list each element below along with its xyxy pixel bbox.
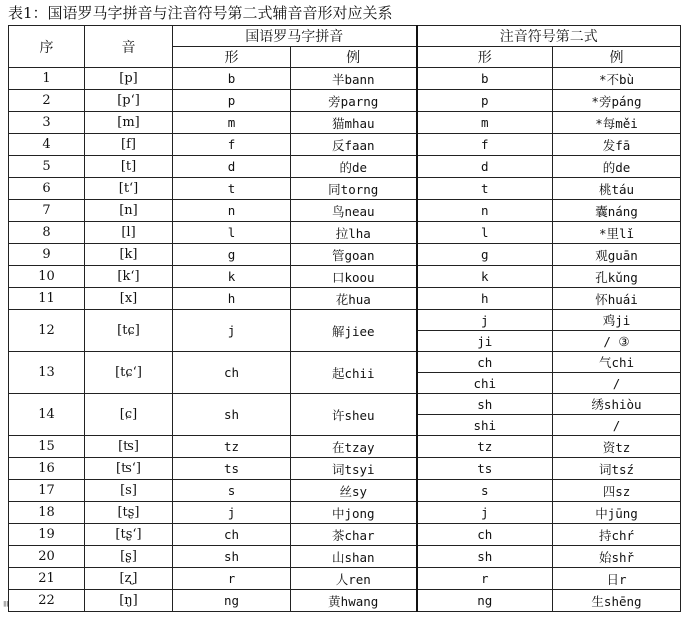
header-gr-example: 例 (291, 47, 417, 68)
ipa-sound: [f] (85, 134, 173, 156)
mps2-example: *里lǐ (553, 222, 681, 244)
row-number: 21 (9, 568, 85, 590)
gr-example: 半bann (291, 68, 417, 90)
gr-form: d (173, 156, 291, 178)
mps2-example: / (553, 373, 681, 394)
mps2-form: ng (417, 590, 553, 612)
gr-example: 拉lha (291, 222, 417, 244)
row-number: 17 (9, 480, 85, 502)
row-number: 14 (9, 394, 85, 436)
table-row (9, 200, 681, 222)
table-row (9, 266, 681, 288)
table-row (9, 244, 681, 266)
ipa-sound: [s] (85, 480, 173, 502)
ipa-sound: [m] (85, 112, 173, 134)
mps2-form: m (417, 112, 553, 134)
mps2-form: f (417, 134, 553, 156)
table-row (9, 178, 681, 200)
row-number: 12 (9, 310, 85, 352)
table-row (9, 436, 681, 458)
table-row (9, 288, 681, 310)
ipa-sound: [n] (85, 200, 173, 222)
row-number: 19 (9, 524, 85, 546)
row-number: 3 (9, 112, 85, 134)
mps2-example: *不bù (553, 68, 681, 90)
gr-form: j (173, 502, 291, 524)
row-number: 2 (9, 90, 85, 112)
gr-form: p (173, 90, 291, 112)
row-number: 8 (9, 222, 85, 244)
mps2-form: l (417, 222, 553, 244)
table-row (9, 590, 681, 612)
mps2-form: k (417, 266, 553, 288)
ipa-sound: [tɕ] (85, 310, 173, 352)
mps2-form: t (417, 178, 553, 200)
gr-form: j (173, 310, 291, 352)
mps2-example: 持chŕ (553, 524, 681, 546)
mps2-example: 四sz (553, 480, 681, 502)
header-mps2: 注音符号第二式 (417, 26, 681, 47)
mps2-form: h (417, 288, 553, 310)
row-number: 6 (9, 178, 85, 200)
table-row (9, 112, 681, 134)
mps2-example: 始shř (553, 546, 681, 568)
gr-form: m (173, 112, 291, 134)
ipa-sound: [ʦʻ] (85, 458, 173, 480)
mps2-form: r (417, 568, 553, 590)
row-number: 20 (9, 546, 85, 568)
mps2-example: 观guān (553, 244, 681, 266)
row-number: 1 (9, 68, 85, 90)
table-row (9, 68, 681, 90)
table-row (9, 524, 681, 546)
gr-form: l (173, 222, 291, 244)
gr-form: ng (173, 590, 291, 612)
mps2-form: j (417, 502, 553, 524)
row-number: 11 (9, 288, 85, 310)
ipa-sound: [t] (85, 156, 173, 178)
ipa-sound: [p] (85, 68, 173, 90)
mps2-form: s (417, 480, 553, 502)
gr-form: s (173, 480, 291, 502)
table-title: 表1：国语罗马字拼音与注音符号第二式辅音音形对应关系 (8, 4, 393, 22)
gr-form: sh (173, 394, 291, 436)
mps2-example: 日r (553, 568, 681, 590)
mps2-example: *旁páng (553, 90, 681, 112)
gr-form: t (173, 178, 291, 200)
ipa-sound: [l] (85, 222, 173, 244)
ipa-sound: [kʻ] (85, 266, 173, 288)
mps2-form: ch (417, 524, 553, 546)
table-row (9, 502, 681, 524)
gr-form: k (173, 266, 291, 288)
mps2-form: j (417, 310, 553, 331)
mps2-form: p (417, 90, 553, 112)
table-row (9, 310, 681, 331)
row-number: 4 (9, 134, 85, 156)
header-gwoyeu-romatzyh: 国语罗马字拼音 (173, 26, 417, 47)
ipa-sound: [tʻ] (85, 178, 173, 200)
gr-example: 口koou (291, 266, 417, 288)
gr-example: 丝sy (291, 480, 417, 502)
mps2-form: tz (417, 436, 553, 458)
mps2-form: n (417, 200, 553, 222)
mps2-example: / (553, 415, 681, 436)
gr-form: ch (173, 352, 291, 394)
gr-example: 同torng (291, 178, 417, 200)
gr-example: 的de (291, 156, 417, 178)
row-number: 7 (9, 200, 85, 222)
mps2-example: 发fā (553, 134, 681, 156)
gr-example: 许sheu (291, 394, 417, 436)
table-row (9, 568, 681, 590)
gr-example: 起chii (291, 352, 417, 394)
mps2-example: 鸡ji (553, 310, 681, 331)
gr-example: 鸟neau (291, 200, 417, 222)
mps2-example: / ③ (553, 331, 681, 352)
gr-example: 反faan (291, 134, 417, 156)
gr-example: 词tsyi (291, 458, 417, 480)
row-number: 22 (9, 590, 85, 612)
gr-form: tz (173, 436, 291, 458)
gr-example: 管goan (291, 244, 417, 266)
header-seq: 序 (9, 26, 85, 68)
mps2-example: 词tsź (553, 458, 681, 480)
gr-form: f (173, 134, 291, 156)
mps2-example: 囊náng (553, 200, 681, 222)
gr-form: ts (173, 458, 291, 480)
table-row (9, 352, 681, 373)
mps2-form: chi (417, 373, 553, 394)
ipa-sound: [tʂ] (85, 502, 173, 524)
table-row (9, 134, 681, 156)
gr-example: 山shan (291, 546, 417, 568)
mps2-form: g (417, 244, 553, 266)
mps2-example: 资tz (553, 436, 681, 458)
edge-mark: ≡ (0, 600, 10, 608)
mps2-example: 桃táu (553, 178, 681, 200)
mps2-form: ts (417, 458, 553, 480)
table-row (9, 480, 681, 502)
table-row (9, 222, 681, 244)
gr-example: 人ren (291, 568, 417, 590)
ipa-sound: [ɕ] (85, 394, 173, 436)
row-number: 10 (9, 266, 85, 288)
gr-form: b (173, 68, 291, 90)
table-body (9, 68, 681, 612)
table-row (9, 458, 681, 480)
ipa-sound: [ʦ] (85, 436, 173, 458)
mps2-example: 生shēng (553, 590, 681, 612)
gr-example: 茶char (291, 524, 417, 546)
row-number: 18 (9, 502, 85, 524)
table-row (9, 546, 681, 568)
header-gr-form: 形 (173, 47, 291, 68)
ipa-sound: [ʐ] (85, 568, 173, 590)
mps2-example: 绣shiòu (553, 394, 681, 415)
table-row (9, 90, 681, 112)
ipa-sound: [tɕʻ] (85, 352, 173, 394)
consonant-correspondence-table (8, 25, 681, 612)
mps2-example: 孔kǔng (553, 266, 681, 288)
ipa-sound: [k] (85, 244, 173, 266)
gr-form: ch (173, 524, 291, 546)
mps2-form: sh (417, 394, 553, 415)
mps2-form: b (417, 68, 553, 90)
row-number: 9 (9, 244, 85, 266)
mps2-example: 怀huái (553, 288, 681, 310)
mps2-example: *每měi (553, 112, 681, 134)
gr-example: 旁parng (291, 90, 417, 112)
gr-form: h (173, 288, 291, 310)
row-number: 13 (9, 352, 85, 394)
gr-example: 在tzay (291, 436, 417, 458)
gr-example: 解jiee (291, 310, 417, 352)
header-mps2-form: 形 (417, 47, 553, 68)
row-number: 15 (9, 436, 85, 458)
gr-form: sh (173, 546, 291, 568)
gr-example: 黄hwang (291, 590, 417, 612)
ipa-sound: [ŋ] (85, 590, 173, 612)
mps2-example: 中jūng (553, 502, 681, 524)
ipa-sound: [x] (85, 288, 173, 310)
mps2-form: sh (417, 546, 553, 568)
gr-form: r (173, 568, 291, 590)
mps2-form: shi (417, 415, 553, 436)
table-row (9, 156, 681, 178)
mps2-example: 气chi (553, 352, 681, 373)
mps2-form: d (417, 156, 553, 178)
row-number: 5 (9, 156, 85, 178)
mps2-form: ji (417, 331, 553, 352)
gr-example: 中jong (291, 502, 417, 524)
header-sound: 音 (85, 26, 173, 68)
ipa-sound: [ʂ] (85, 546, 173, 568)
gr-example: 猫mhau (291, 112, 417, 134)
table-row (9, 394, 681, 415)
row-number: 16 (9, 458, 85, 480)
mps2-form: ch (417, 352, 553, 373)
mps2-example: 的de (553, 156, 681, 178)
header-mps2-example: 例 (553, 47, 681, 68)
ipa-sound: [pʻ] (85, 90, 173, 112)
ipa-sound: [tʂʻ] (85, 524, 173, 546)
gr-example: 花hua (291, 288, 417, 310)
gr-form: n (173, 200, 291, 222)
gr-form: g (173, 244, 291, 266)
